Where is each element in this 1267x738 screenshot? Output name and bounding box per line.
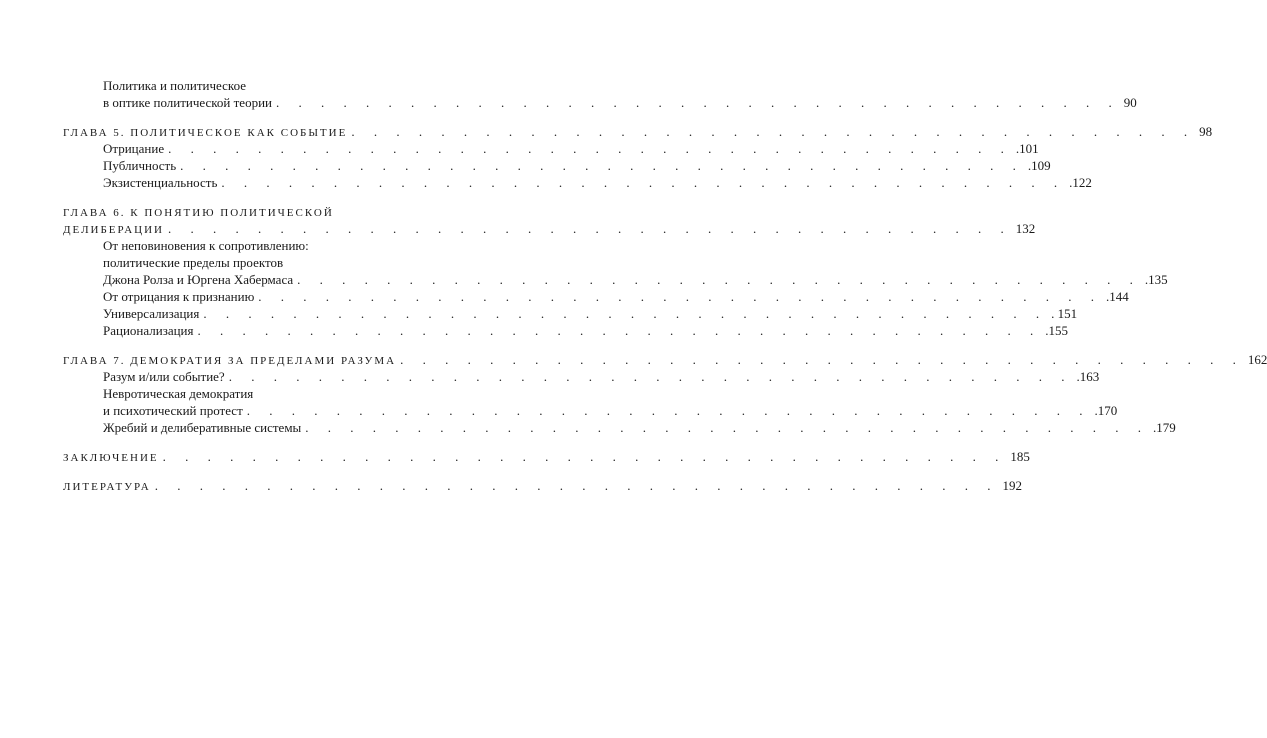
page-number: 162: [1247, 352, 1267, 367]
page-number: 192: [1002, 478, 1022, 493]
entry-title-line: Экзистенциальность: [103, 175, 218, 190]
page-number: . 151: [1051, 306, 1078, 321]
toc-section-entry[interactable]: [63, 419, 1176, 436]
dot-leader: . . . . . . . . . . . . . . . . . . . . . . . . . . . . . . . . . . . . . .: [351, 124, 1196, 139]
page-number: .144: [1106, 289, 1129, 304]
entry-title-line: Публичность: [103, 158, 177, 173]
entry-title-line: ДЕЛИБЕРАЦИИ: [63, 224, 165, 236]
dot-leader: . . . . . . . . . . . . . . . . . . . . . . . . . . . . . . . . . . . . . .: [228, 369, 1073, 384]
dot-leader: . . . . . . . . . . . . . . . . . . . . . . . . . . . . . . . . . . . . . .: [154, 478, 999, 493]
entry-title-line: Рационализация: [103, 323, 194, 338]
section-gap: [63, 191, 435, 203]
entry-title-line: Жребий и делиберативные системы: [103, 420, 302, 435]
dot-leader: . . . . . . . . . . . . . . . . . . . . . . . . . . . . . . . . . . . . . .: [203, 306, 1048, 321]
entry-title-line: ЛИТЕРАТУРА: [63, 481, 151, 493]
dot-leader: . . . . . . . . . . . . . . . . . . . . . . . . . . . . . . . . . . . . . .: [162, 449, 1007, 464]
toc-section-entry[interactable]: [63, 288, 1129, 305]
page-number: 90: [1123, 95, 1137, 110]
section-gap: [63, 339, 435, 351]
dot-leader: . . . . . . . . . . . . . . . . . . . . . . . . . . . . . . . . . . . . . .: [246, 403, 1091, 418]
toc-section-entry[interactable]: [63, 368, 1100, 385]
entry-title-line: Политика и политическое: [103, 78, 246, 93]
toc-section-entry[interactable]: [63, 322, 1068, 339]
page-number: 98: [1199, 124, 1213, 139]
entry-title-line: ГЛАВА 6. К ПОНЯТИЮ ПОЛИТИЧЕСКОЙ: [63, 207, 334, 219]
entry-title-line: ГЛАВА 7. ДЕМОКРАТИЯ ЗА ПРЕДЕЛАМИ РАЗУМА: [63, 355, 397, 367]
dot-leader: . . . . . . . . . . . . . . . . . . . . . . . . . . . . . . . . . . . . . .: [258, 289, 1103, 304]
toc-section-entry[interactable]: [63, 77, 1137, 111]
dot-leader: . . . . . . . . . . . . . . . . . . . . . . . . . . . . . . . . . . . . . .: [400, 352, 1244, 367]
page-number: .109: [1027, 158, 1051, 173]
entry-title-line: От неповиновения к сопротивлению:: [103, 238, 309, 253]
toc-chapter-entry[interactable]: [63, 123, 1213, 140]
page-number: .179: [1153, 420, 1176, 435]
entry-title-line: Невротическая демократия: [103, 386, 254, 401]
entry-title-line: в оптике политической теории: [103, 95, 272, 110]
page-number: .170: [1094, 403, 1118, 418]
entry-title-line: Универсализация: [103, 306, 200, 321]
entry-title-line: От отрицания к признанию: [103, 289, 255, 304]
page-number: .135: [1144, 272, 1168, 287]
dot-leader: . . . . . . . . . . . . . . . . . . . . . . . . . . . . . . . . . . . . . .: [168, 141, 1012, 156]
toc-section-entry[interactable]: [63, 305, 1078, 322]
page-number: 185: [1010, 449, 1030, 464]
toc-section-entry[interactable]: [63, 157, 1051, 174]
dot-leader: . . . . . . . . . . . . . . . . . . . . . . . . . . . . . . . . . . . . . .: [168, 221, 1012, 236]
toc-section-entry[interactable]: [63, 174, 1092, 191]
toc-section-entry[interactable]: [63, 385, 1118, 419]
page-number: .101: [1015, 141, 1039, 156]
entry-title-line: ГЛАВА 5. ПОЛИТИЧЕСКОЕ КАК СОБЫТИЕ: [63, 127, 348, 139]
dot-leader: . . . . . . . . . . . . . . . . . . . . . . . . . . . . . . . . . . . . . .: [221, 175, 1066, 190]
page-number: 132: [1015, 221, 1036, 236]
entry-title-line: ЗАКЛЮЧЕНИЕ: [63, 452, 159, 464]
dot-leader: . . . . . . . . . . . . . . . . . . . . . . . . . . . . . . . . . . . . . .: [276, 95, 1120, 110]
toc-chapter-entry[interactable]: [63, 351, 1267, 368]
toc-chapter-entry[interactable]: [63, 203, 1036, 237]
page-number: .155: [1045, 323, 1068, 338]
entry-title-line: Разум и/или событие?: [103, 369, 225, 384]
dot-leader: . . . . . . . . . . . . . . . . . . . . . . . . . . . . . . . . . . . . . .: [197, 323, 1042, 338]
section-gap: [63, 111, 435, 123]
table-of-contents: [63, 77, 1267, 494]
section-gap: [63, 436, 435, 448]
entry-title-line: политические пределы проектов: [103, 255, 284, 270]
page-number: .163: [1076, 369, 1100, 384]
dot-leader: . . . . . . . . . . . . . . . . . . . . . . . . . . . . . . . . . . . . . .: [305, 420, 1150, 435]
entry-title-line: Джона Ролза и Юргена Хабермаса: [103, 272, 294, 287]
toc-chapter-entry[interactable]: [63, 448, 1030, 465]
toc-section-entry[interactable]: [63, 140, 1039, 157]
entry-title-line: и психотический протест: [103, 403, 243, 418]
page-number: .122: [1069, 175, 1092, 190]
dot-leader: . . . . . . . . . . . . . . . . . . . . . . . . . . . . . . . . . . . . . .: [180, 158, 1024, 173]
toc-chapter-entry[interactable]: [63, 477, 1022, 494]
toc-section-entry[interactable]: [63, 237, 1168, 288]
entry-title-line: Отрицание: [103, 141, 165, 156]
dot-leader: . . . . . . . . . . . . . . . . . . . . . . . . . . . . . . . . . . . . . .: [297, 272, 1141, 287]
